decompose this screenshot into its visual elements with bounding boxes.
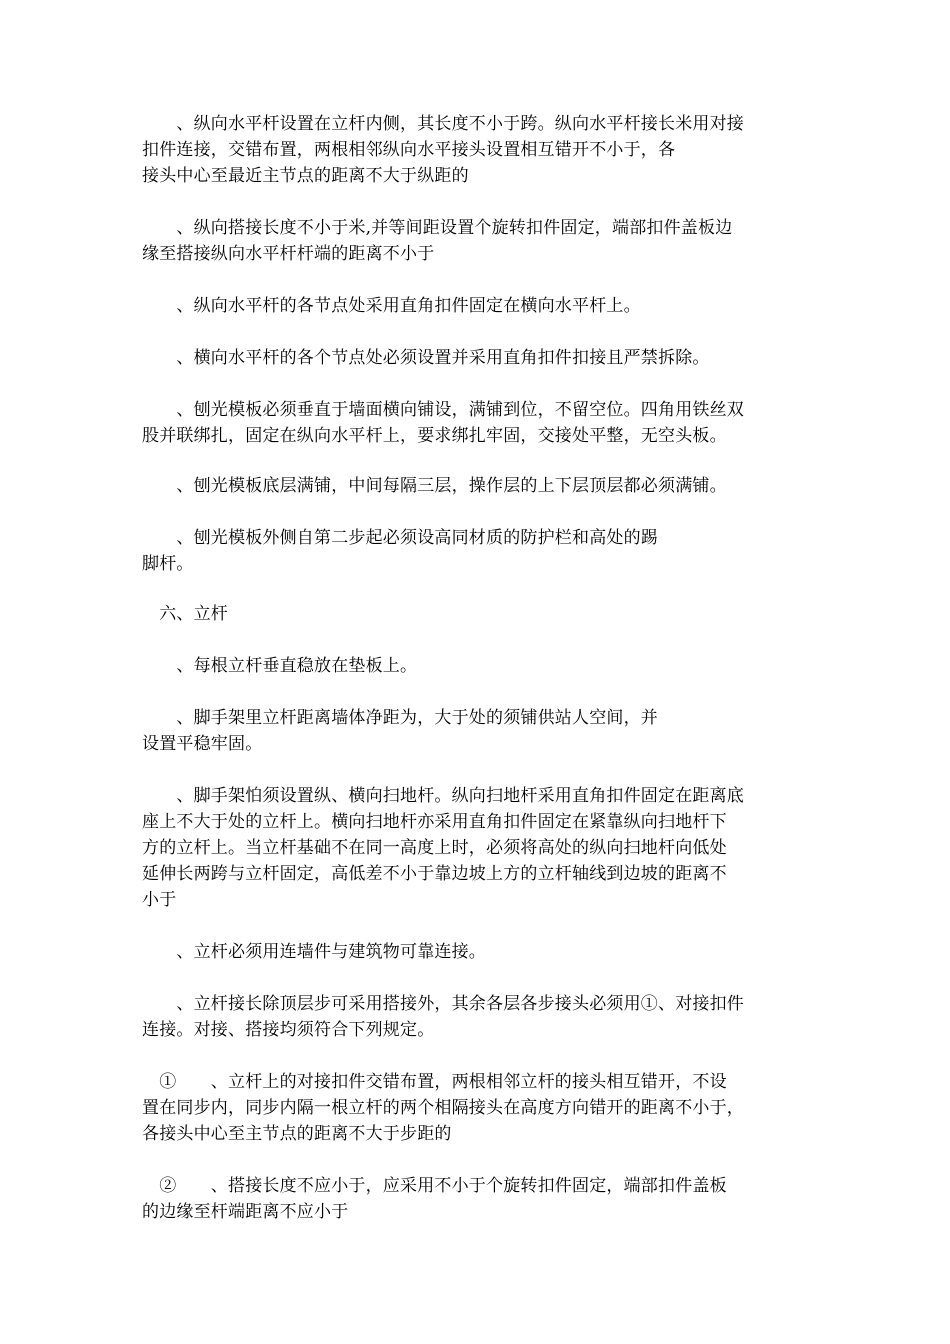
text-line: ① 、立杆上的对接扣件交错布置，两根相邻立杆的接头相互错开，不设 [142,1072,727,1092]
text-line: 、刨光模板底层满铺，中间每隔三层，操作层的上下层顶层都必须满铺。 [142,476,727,496]
text-line: 置在同步内，同步内隔一根立杆的两个相隔接头在高度方向错开的距离不小于， [142,1098,744,1118]
text-line: 、横向水平杆的各个节点处必须设置并采用直角扣件扣接且严禁拆除。 [142,348,710,368]
text-line: 各接头中心至主节点的距离不大于步距的 [142,1124,452,1144]
text-line: 脚杆。 [142,554,194,574]
text-line: 设置平稳牢固。 [142,734,263,754]
text-line: 连接。对接、搭接均须符合下列规定。 [142,1020,435,1040]
text-line: 、纵向水平杆的各节点处采用直角扣件固定在横向水平杆上。 [142,296,641,316]
section-heading: 六、立杆 [142,604,228,624]
text-line: 、刨光模板外侧自第二步起必须设高同材质的防护栏和高处的踢 [142,528,658,548]
text-line: 扣件连接，交错布置，两根相邻纵向水平接头设置相互错开不小于，各 [142,140,676,160]
text-line: 、刨光模板必须垂直于墙面横向铺设，满铺到位，不留空位。四角用铁丝双 [142,400,744,420]
text-line: 小于 [142,890,177,910]
text-line: 、立杆接长除顶层步可采用搭接外，其余各层各步接头必须用①、对接扣件 [142,994,744,1014]
text-line: 缘至搭接纵向水平杆杆端的距离不小于 [142,244,435,264]
text-line: 、纵向水平杆设置在立杆内侧，其长度不小于跨。纵向水平杆接长米用对接 [142,114,744,134]
text-line: 方的立杆上。当立杆基础不在同一高度上时，必须将高处的纵向扫地杆向低处 [142,838,727,858]
text-line: 、每根立杆垂直稳放在垫板上。 [142,656,418,676]
text-line: 股并联绑扎，固定在纵向水平杆上，要求绑扎牢固，交接处平整，无空头板。 [142,426,727,446]
text-line: 的边缘至杆端距离不应小于 [142,1202,349,1222]
text-line: 座上不大于处的立杆上。横向扫地杆亦采用直角扣件固定在紧靠纵向扫地杆下 [142,812,727,832]
text-line: 、脚手架里立杆距离墙体净距为，大于处的须铺供站人空间，并 [142,708,658,728]
text-line: 延伸长两跨与立杆固定，高低差不小于靠边坡上方的立杆轴线到边坡的距离不 [142,864,727,884]
text-line: 、纵向搭接长度不小于米,并等间距设置个旋转扣件固定，端部扣件盖板边 [142,218,733,238]
text-line: 接头中心至最近主节点的距离不大于纵距的 [142,166,469,186]
text-line: 、脚手架怕须设置纵、横向扫地杆。纵向扫地杆采用直角扣件固定在距离底 [142,786,744,806]
text-line: ② 、搭接长度不应小于，应采用不小于个旋转扣件固定，端部扣件盖板 [142,1176,727,1196]
text-line: 、立杆必须用连墙件与建筑物可靠连接。 [142,942,486,962]
